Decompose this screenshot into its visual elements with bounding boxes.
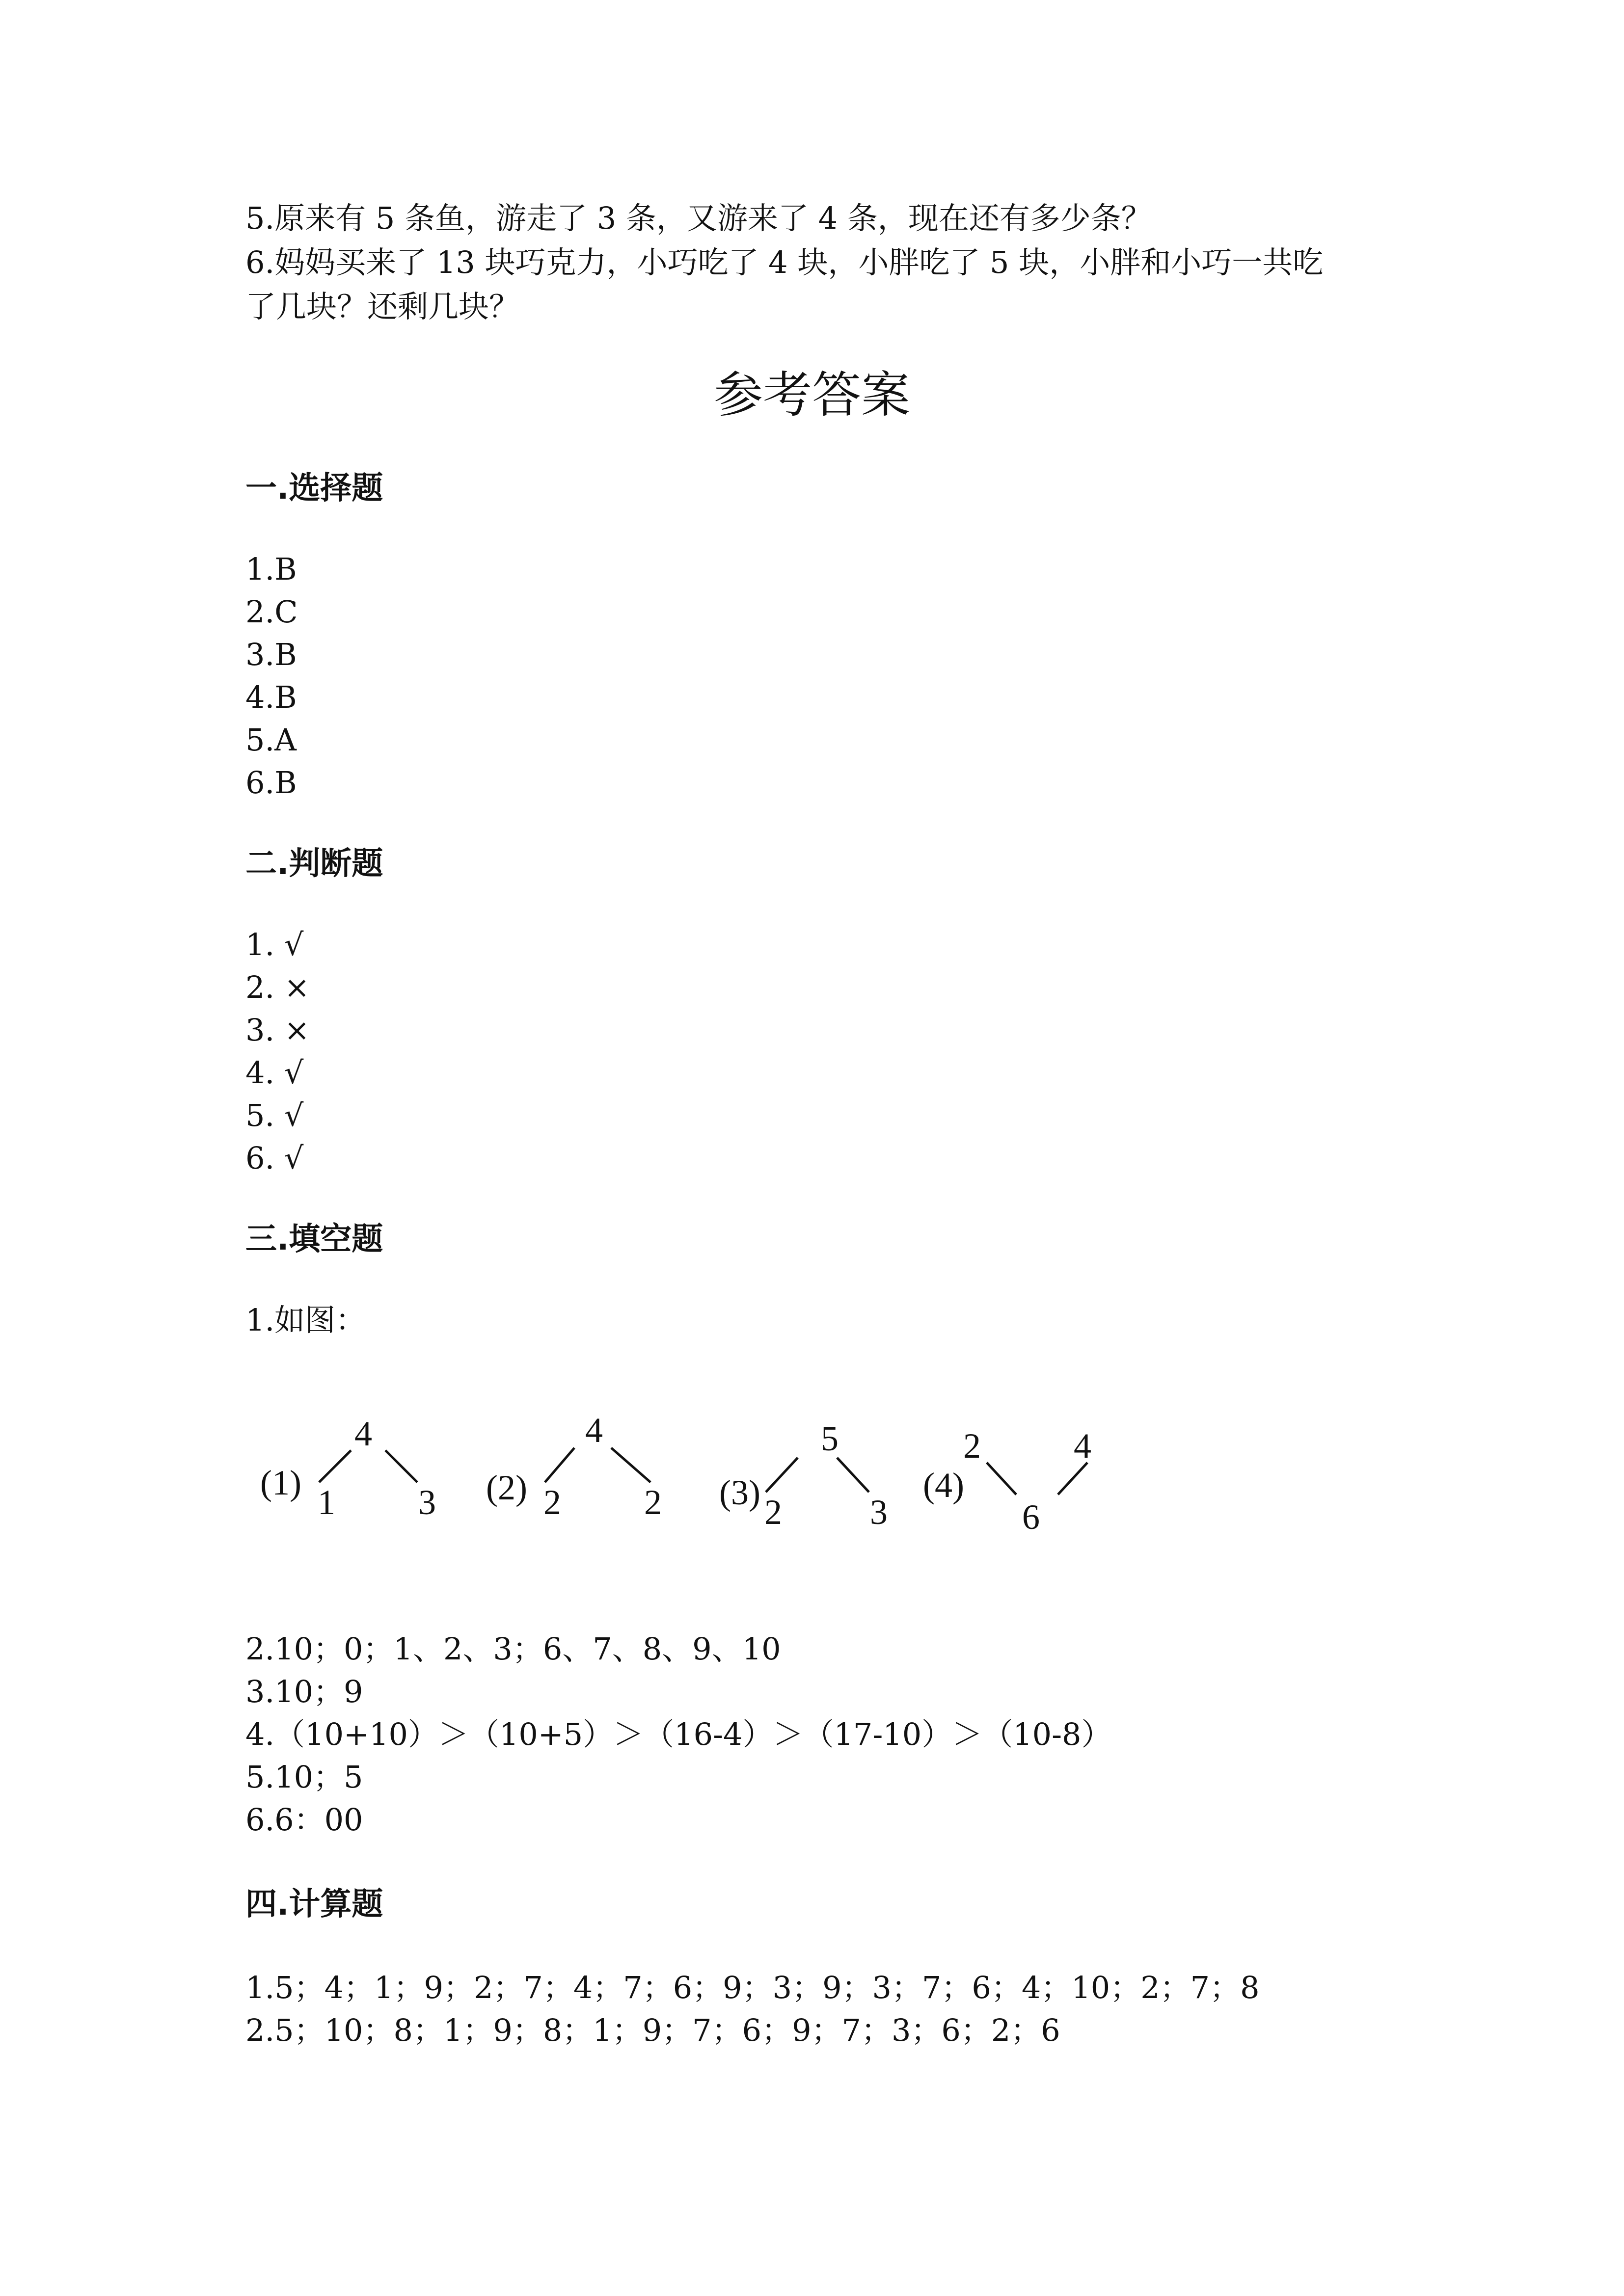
figure-number: 5 (821, 1419, 839, 1458)
section-2-answer: 1. √ (245, 927, 304, 962)
figure-number: 4 (354, 1414, 372, 1453)
branch-line (766, 1458, 798, 1492)
number-decomposition-figure (245, 1389, 1129, 1573)
figure-number: 6 (1022, 1497, 1040, 1537)
section-1-answer: 3.B (245, 637, 297, 672)
figure-label: (2) (486, 1468, 527, 1507)
figure-number: 1 (318, 1483, 335, 1522)
section-2-answer: 5. √ (245, 1097, 304, 1133)
figure-number: 2 (764, 1493, 782, 1532)
section-3-answer: 3.10；9 (245, 1674, 363, 1709)
figure-number: 4 (1074, 1426, 1091, 1466)
section-1-answer: 4.B (245, 679, 297, 715)
section-3-answer: 4.（10+10）＞（10+5）＞（16-4）＞（17-10）＞（10-8） (245, 1716, 1112, 1752)
figure-number: 3 (870, 1493, 888, 1532)
branch-line (1058, 1463, 1087, 1495)
figure-number: 2 (644, 1483, 662, 1522)
section-2-answer: 4. √ (245, 1055, 304, 1091)
section-2-heading: 二.判断题 (245, 846, 383, 882)
section-4-answer: 2.5；10；8；1；9；8；1；9；7；6；9；7；3；6；2；6 (245, 2012, 1060, 2048)
figure-number: 3 (418, 1483, 436, 1522)
figure-label: (1) (260, 1463, 301, 1502)
section-2-answer: 3. × (245, 1012, 310, 1048)
section-1-answer: 5.A (245, 722, 297, 758)
problem-6-line2: 了几块？还剩几块？ (245, 289, 520, 324)
section-2-answer: 2. × (245, 969, 310, 1005)
section-1-heading: 一.选择题 (245, 470, 383, 507)
section-3-answer: 2.10；0；1、2、3；6、7、8、9、10 (245, 1631, 781, 1667)
section-3-answer: 6.6：00 (245, 1802, 363, 1838)
section-3-item-1: 1.如图： (245, 1302, 366, 1338)
section-3-heading: 三.填空题 (245, 1221, 383, 1257)
figure-label: (3) (719, 1473, 760, 1512)
problem-6-line1: 6.妈妈买来了 13 块巧克力，小巧吃了 4 块，小胖吃了 5 块，小胖和小巧一共吃 (245, 244, 1324, 280)
figure-number: 4 (585, 1411, 603, 1450)
figure-number: 2 (543, 1483, 561, 1522)
section-4-answer: 1.5；4；1；9；2；7；4；7；6；9；3；9；3；7；6；4；10；2；7；8 (245, 1970, 1260, 2005)
figure-number: 2 (963, 1426, 981, 1466)
section-4-heading: 四.计算题 (245, 1886, 383, 1922)
section-1-answer: 1.B (245, 551, 297, 587)
branch-line (385, 1450, 417, 1482)
section-3-answer: 5.10；5 (245, 1759, 363, 1795)
section-1-answer: 6.B (245, 765, 297, 801)
problem-5: 5.原来有 5 条鱼，游走了 3 条，又游来了 4 条，现在还有多少条？ (245, 200, 1152, 236)
branch-line (545, 1448, 574, 1482)
answers-title: 参考答案 (714, 366, 910, 424)
section-2-answer: 6. √ (245, 1140, 304, 1176)
branch-line (611, 1448, 650, 1482)
branch-line (319, 1450, 351, 1482)
branch-line (837, 1458, 869, 1492)
section-1-answer: 2.C (245, 594, 298, 630)
branch-line (987, 1463, 1016, 1495)
figure-label: (4) (923, 1466, 964, 1505)
